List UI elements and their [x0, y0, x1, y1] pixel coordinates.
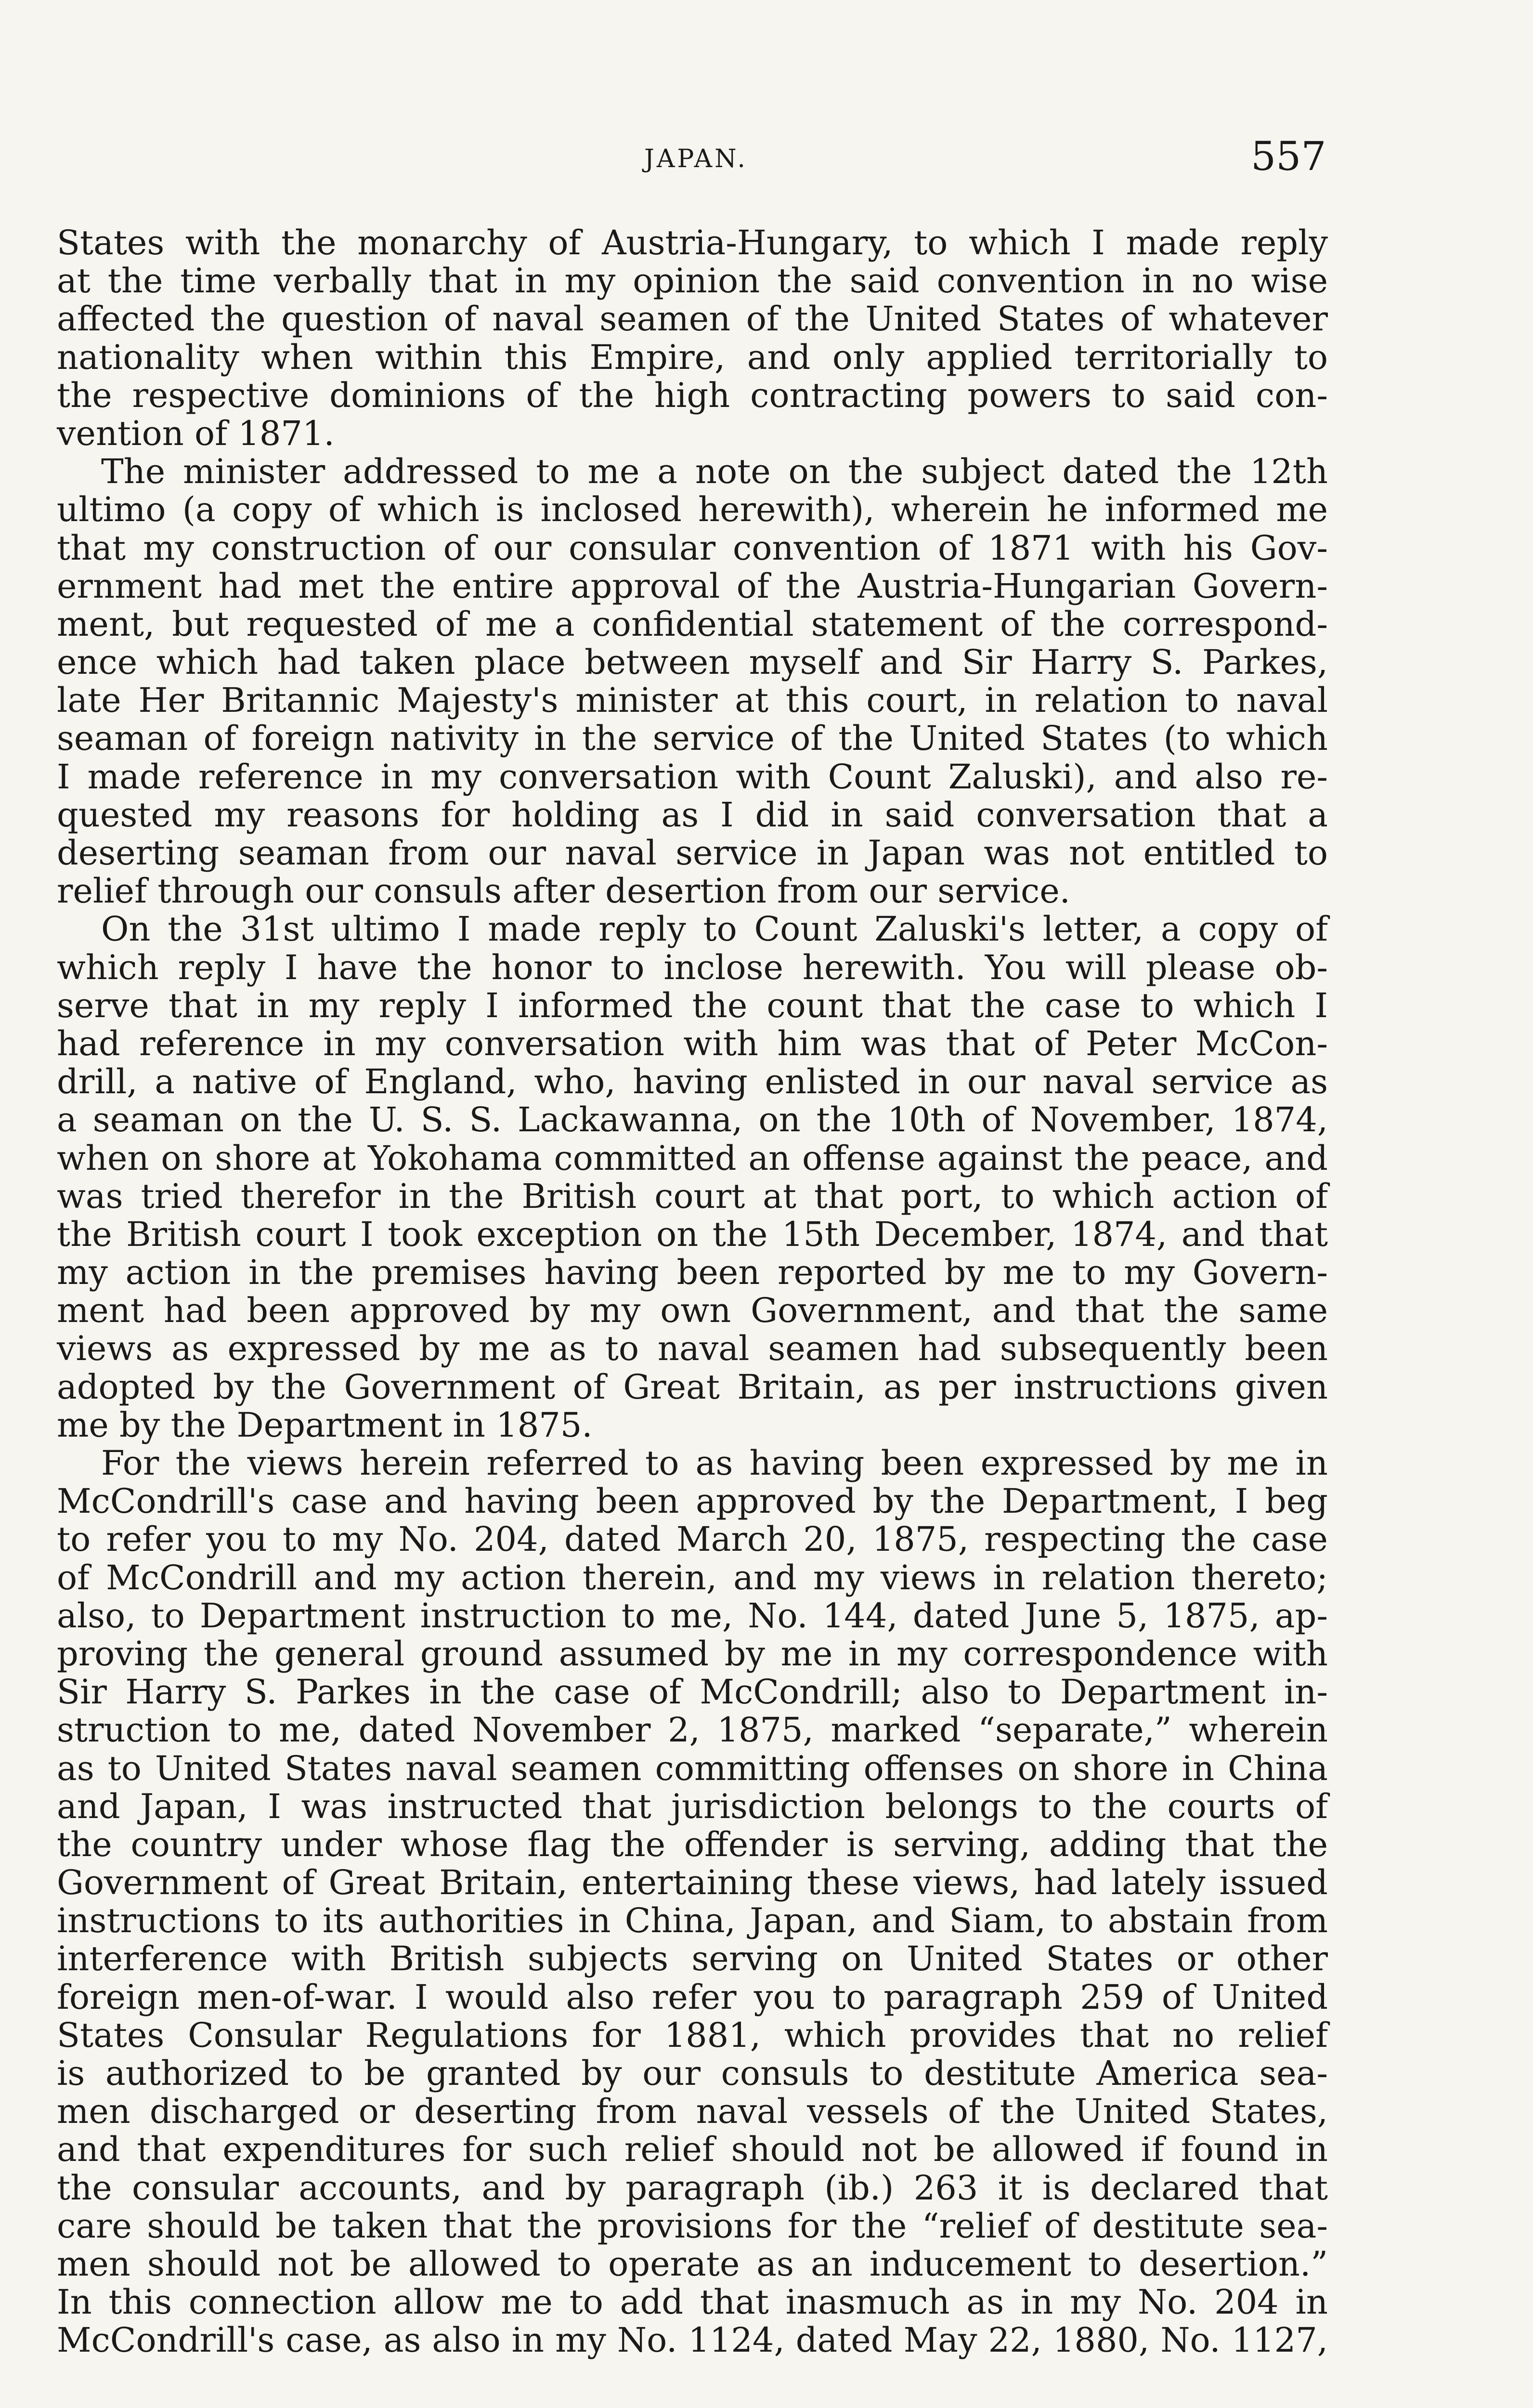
text-line: The minister addressed to me a note on the subject dated the 12th — [101, 452, 1328, 492]
text-line: In this connection allow me to add that inasmuch as in my No. 204 in — [57, 2282, 1328, 2322]
text-line: interference with British subjects serving on United States or other — [57, 1939, 1328, 1979]
text-line: affected the question of naval seamen of the United States of whatever — [57, 299, 1328, 339]
text-line: foreign men-of-war. I would also refer you to paragraph 259 of United — [57, 1977, 1328, 2017]
text-line: which reply I have the honor to inclose herewith. You will please ob- — [57, 947, 1328, 987]
body-text — [57, 224, 1328, 2360]
text-line: a seaman on the U. S. S. Lackawanna, on the 10th of November, 1874, — [57, 1100, 1328, 1140]
text-line: ment, but requested of me a confidential statement of the correspond- — [57, 604, 1328, 644]
text-line: On the 31st ultimo I made reply to Count Zaluski's letter, a copy of — [101, 909, 1328, 949]
text-line: relief through our consuls after desertion from our service. — [57, 871, 1070, 911]
paragraph-1 — [57, 224, 1328, 453]
text-line: men should not be allowed to operate as an inducement to desertion.” — [57, 2244, 1328, 2284]
text-line: serve that in my reply I informed the count that the case to which I — [57, 985, 1328, 1025]
text-line: of McCondrill and my action therein, and my views in relation thereto; — [57, 1557, 1328, 1597]
text-line: and that expenditures for such relief should not be allowed if found in — [57, 2130, 1328, 2170]
text-line: and Japan, I was instructed that jurisdiction belongs to the courts of — [57, 1786, 1328, 1826]
text-line: the consular accounts, and by paragraph (ib.) 263 it is declared that — [57, 2168, 1328, 2208]
text-line: men discharged or deserting from naval vessels of the United States, — [57, 2092, 1328, 2132]
text-line: also, to Department instruction to me, No. 144, dated June 5, 1875, ap- — [57, 1596, 1328, 1636]
text-line: seaman of foreign nativity in the service of the United States (to which — [57, 719, 1328, 759]
text-line: the British court I took exception on the 15th December, 1874, and that — [57, 1214, 1328, 1254]
text-line: States Consular Regulations for 1881, which provides that no relief — [57, 2015, 1328, 2055]
paragraph-2 — [57, 453, 1328, 910]
text-line: nationality when within this Empire, and only applied territorially to — [57, 337, 1328, 377]
text-line: For the views herein referred to as having been expressed by me in — [101, 1443, 1328, 1483]
text-line: I made reference in my conversation with Count Zaluski), and also re- — [57, 757, 1328, 797]
text-line: Sir Harry S. Parkes in the case of McCondrill; also to Department in- — [57, 1672, 1328, 1712]
paragraph-3 — [57, 910, 1328, 1444]
text-line: ernment had met the entire approval of the Austria-Hungarian Govern- — [57, 566, 1328, 606]
text-line: at the time verbally that in my opinion the said convention in no wise — [57, 261, 1328, 301]
text-line: was tried therefor in the British court at that port, to which action of — [57, 1176, 1328, 1216]
text-line: that my construction of our consular convention of 1871 with his Gov- — [57, 528, 1328, 568]
text-line: the respective dominions of the high contracting powers to said con- — [57, 375, 1328, 415]
text-line: ment had been approved by my own Government, and that the same — [57, 1291, 1328, 1331]
text-line: McCondrill's case and having been approved by the Department, I beg — [57, 1481, 1328, 1521]
text-line: vention of 1871. — [57, 413, 335, 453]
text-line: the country under whose flag the offender is serving, adding that the — [57, 1824, 1328, 1864]
text-line: to refer you to my No. 204, dated March 20, 1875, respecting the case — [57, 1519, 1328, 1559]
page-number: 557 — [1251, 134, 1326, 180]
text-line: care should be taken that the provisions for the “relief of destitute sea- — [57, 2206, 1328, 2246]
text-line: late Her Britannic Majesty's minister at this court, in relation to naval — [57, 681, 1328, 720]
text-line: McCondrill's case, as also in my No. 1124, dated May 22, 1880, No. 1127, — [57, 2320, 1328, 2360]
page-header — [0, 134, 1533, 180]
text-line: deserting seaman from our naval service in Japan was not entitled to — [57, 833, 1328, 873]
paragraph-4 — [57, 1444, 1328, 2360]
text-line: my action in the premises having been reported by me to my Govern- — [57, 1253, 1328, 1293]
text-line: struction to me, dated November 2, 1875, marked “separate,” wherein — [57, 1710, 1328, 1750]
text-line: Government of Great Britain, entertaining these views, had lately issued — [57, 1863, 1328, 1903]
running-head: JAPAN. — [644, 144, 748, 173]
text-line: States with the monarchy of Austria-Hungary, to which I made reply — [57, 223, 1328, 262]
text-line: adopted by the Government of Great Britain, as per instructions given — [57, 1367, 1328, 1407]
text-line: had reference in my conversation with him was that of Peter McCon- — [57, 1023, 1328, 1063]
text-line: drill, a native of England, who, having enlisted in our naval service as — [57, 1062, 1328, 1102]
text-line: instructions to its authorities in China, Japan, and Siam, to abstain from — [57, 1901, 1328, 1941]
text-line: quested my reasons for holding as I did in said conversation that a — [57, 795, 1328, 835]
text-line: when on shore at Yokohama committed an offense against the peace, and — [57, 1138, 1328, 1178]
text-line: proving the general ground assumed by me in my correspondence with — [57, 1634, 1328, 1674]
text-line: ultimo (a copy of which is inclosed herewith), wherein he informed me — [57, 490, 1328, 530]
text-line: is authorized to be granted by our consuls to destitute America sea- — [57, 2054, 1328, 2093]
text-line: ence which had taken place between myself and Sir Harry S. Parkes, — [57, 642, 1328, 682]
text-line: me by the Department in 1875. — [57, 1405, 593, 1445]
text-line: as to United States naval seamen committing offenses on shore in China — [57, 1748, 1328, 1788]
text-line: views as expressed by me as to naval seamen had subsequently been — [57, 1329, 1328, 1369]
